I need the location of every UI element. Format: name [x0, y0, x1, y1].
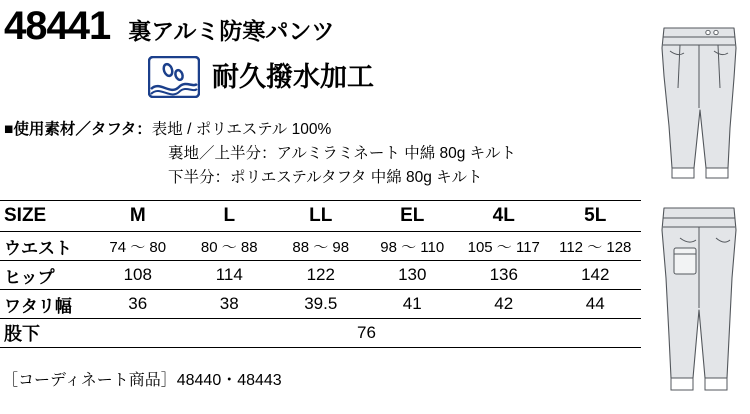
- feature-label: 耐久撥水加工: [212, 61, 374, 92]
- material-line-2-value: 裏地／上半分：アルミラミネート 中綿 80g キルト: [168, 145, 517, 163]
- size-header-ll: LL: [275, 201, 367, 232]
- inseam-value: 76: [92, 319, 641, 348]
- waist-m: 74 ～ 80: [92, 232, 184, 261]
- table-row: [0, 261, 641, 290]
- hip-m: 108: [92, 261, 184, 290]
- size-header-el: EL: [367, 201, 459, 232]
- product-name: 裏アルミ防寒パンツ: [128, 18, 335, 44]
- material-line-3: [4, 166, 634, 190]
- waist-l: 80 ～ 88: [184, 232, 276, 261]
- material-line-1-head: ■使用素材／タフタ：: [4, 121, 152, 138]
- size-header-l: L: [184, 201, 276, 232]
- size-table: [0, 200, 641, 348]
- hip-4l: 136: [458, 261, 550, 290]
- water-repellent-icon: [148, 56, 200, 98]
- thigh-5l: 44: [550, 290, 642, 319]
- materials-block: [4, 118, 634, 190]
- row-label-hip: ヒップ: [0, 261, 92, 290]
- material-line-3-value: 下半分：ポリエステルタフタ 中綿 80g キルト: [168, 169, 483, 187]
- table-row-inseam: [0, 319, 641, 348]
- material-line-1: [4, 118, 634, 142]
- thigh-m: 36: [92, 290, 184, 319]
- waist-el: 98 ～ 110: [367, 232, 459, 261]
- illustration-column: [648, 0, 750, 414]
- material-line-2: [4, 142, 634, 166]
- material-indent-3: [4, 166, 168, 190]
- size-table-header-row: [0, 201, 641, 232]
- size-header-5l: 5L: [550, 201, 642, 232]
- hip-el: 130: [367, 261, 459, 290]
- thigh-el: 41: [367, 290, 459, 319]
- size-header-4l: 4L: [458, 201, 550, 232]
- size-header-m: M: [92, 201, 184, 232]
- thigh-4l: 42: [458, 290, 550, 319]
- coordinate-products: ［コーディネート商品］48440・48443: [2, 372, 282, 389]
- feature-row: [148, 56, 374, 98]
- row-label-waist: ウエスト: [0, 232, 92, 261]
- waist-5l: 112 ～ 128: [550, 232, 642, 261]
- pants-back-illustration: [650, 198, 748, 398]
- waist-4l: 105 ～ 117: [458, 232, 550, 261]
- title-row: [4, 6, 334, 46]
- material-indent-2: [4, 142, 168, 166]
- size-header-size: SIZE: [0, 201, 92, 232]
- thigh-ll: 39.5: [275, 290, 367, 319]
- table-row: [0, 232, 641, 261]
- product-code: 48441: [4, 4, 111, 48]
- table-row: [0, 290, 641, 319]
- hip-ll: 122: [275, 261, 367, 290]
- hip-l: 114: [184, 261, 276, 290]
- thigh-l: 38: [184, 290, 276, 319]
- hip-5l: 142: [550, 261, 642, 290]
- row-label-thigh: ワタリ幅: [0, 290, 92, 319]
- material-line-1-value: 表地 / ポリエステル 100%: [151, 121, 332, 138]
- waist-ll: 88 ～ 98: [275, 232, 367, 261]
- row-label-inseam: 股下: [0, 319, 92, 348]
- pants-front-illustration: [650, 18, 748, 186]
